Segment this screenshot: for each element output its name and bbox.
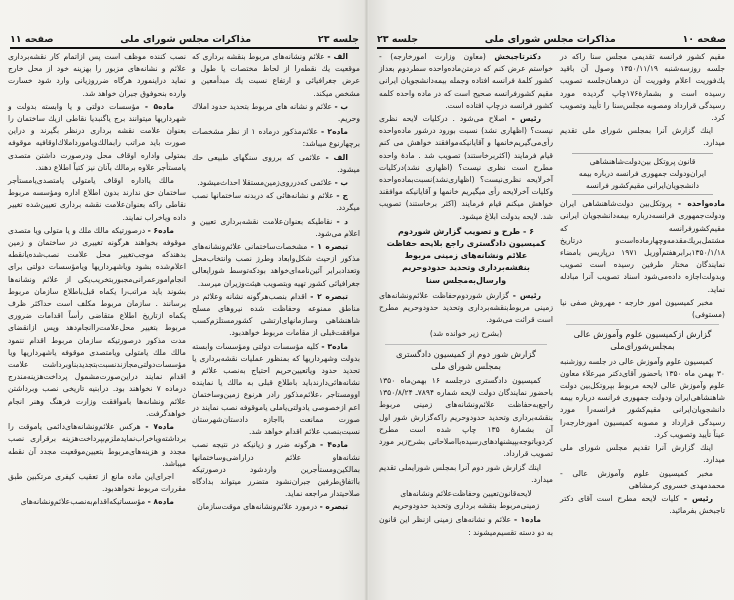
paragraph-lead: ماده‌واحده - — [677, 199, 725, 209]
paragraph — [8, 496, 186, 508]
paragraph — [192, 216, 360, 240]
paragraph — [192, 501, 360, 513]
paragraph — [560, 198, 725, 296]
paragraph — [8, 175, 186, 224]
text-column-right — [192, 51, 360, 515]
paragraph-text: اینك گزارش شور دوم آنرا بمجلس شورایملی تقدیم میدارد. — [379, 462, 553, 484]
paragraph — [560, 468, 725, 492]
paragraph-text: اینك گزارش آنرا بمجلس شورای ملی تقدیم میدارد. — [560, 126, 725, 148]
paragraph-text: علائم ونشانه‌های مربوط بنقشه برداری که موقعیت یك نقطه‌را از لحاظ مختصات یا طول و عرض جغرافیائی و ارتفاع نسبت یك مبدأمعین و مشخص میکند. — [192, 52, 360, 98]
page-header — [10, 31, 359, 49]
paragraph-lead: ماده۴ - — [319, 440, 348, 450]
paragraph — [8, 51, 186, 100]
paragraph — [379, 290, 553, 327]
paragraph-text: مؤسساتیکه‌اقدام‌به‌نصب‌علائم‌ونشانه‌های — [20, 497, 148, 507]
paragraph — [560, 356, 725, 441]
paragraph-text: علائمی که برروی سنگهای طبیعی حك میشود. — [192, 152, 360, 174]
paragraph-text: هرکس علائم‌ونشانه‌های‌دائمی یاموقت را برداشته‌ویاخراب‌نمایدملزم‌بپرداخت‌هزینه برقراری نصب مجدد و هزینه‌های‌مربوط بتعیین‌موقعیت مجدد آن نقطه میباشد. — [8, 422, 186, 468]
paragraph-lead: ب - — [334, 178, 348, 188]
paragraph — [379, 113, 553, 223]
paragraph-text: کلیات لایحه مطرح است آقای دکتر تاجبخش بفرمائید. — [560, 493, 725, 516]
paragraph-text: گزارش شور دوم از کمیسیون دادگستری بمجلس شورای ملی — [395, 348, 536, 371]
paragraph — [385, 488, 547, 512]
paragraph-lead: ماده۱ - — [514, 515, 542, 525]
paragraph-text: قانون پروتکل بین‌دولت‌شاهنشاهی ایران‌ودولت جمهوری فرانسه درباره بیمه دانشجویان‌ایرانی مقیم‌کشور فرانسه — [578, 156, 707, 191]
book-fold — [364, 0, 369, 600]
paragraph — [379, 462, 553, 486]
paragraph — [385, 328, 547, 340]
paragraph — [192, 126, 360, 150]
paragraph — [8, 225, 186, 420]
paragraph-text: کمیسیون دادگستری درجلسه ۱۶ بهمن‌ماه ۱۳۵۰ باحضور نمایندگان دولت لایحه شماره ۷۸۹۴ـ ۱۳۵۰/۸/۲۴ راجع‌به‌حفاظت علائم‌ونشانه‌های زمینی مربوط بنقشه‌برداری وتحدید حدودوحریم راکه‌گزارش شور اول آن بشمارهٔ ۱۳۵ چاپ شده است مطرح کردوباتوجه‌بپیشنهادهای‌رسیده‌بااصلاحاتی بشرح‌زیر مورد تصویب قرارداد. — [379, 376, 553, 459]
paragraph-text: مخبر کمیسیون علوم وآموزش عالی - محمدمهدی خسروی کرمشاهی — [560, 468, 725, 490]
section-heading — [566, 324, 719, 352]
paragraph — [192, 152, 360, 176]
text-column-left — [379, 51, 553, 540]
paragraph-lead: ماده۲ - — [320, 127, 348, 137]
paragraph-lead: دکترتاجبخش — [494, 52, 541, 61]
paragraph-text: لایحه‌قانون‌تعیین وحفاظت‌علائم ونشانه‌های زمینی‌مربوط بنقشه برداری وتحدید حدودوحریم — [392, 488, 540, 511]
paragraph-text: پروتکل‌بین دولت‌شاهنشاهی ایران ودولت‌جمهوری فرانسه‌درباره بیمه‌دانشجویان ایرانی مقیم‌کشورفرانسه که مشتمل‌بریك‌مقدمه‌وچهارماده‌است‌و درتاریخ ۱۳۵۰/۱/۱۸برابرهفتم‌آوریل ۱۹۷۱ درپاریس بامضاء نمایندگان مختار طرفین رسیده است تصویب وبدولت‌اجازه داده‌می‌شود اسناد تصویب آنرا مبادله نماید. — [560, 199, 725, 294]
paragraph-text: نقاطیکه بعنوان‌علامت نقشه‌برداری تعیین و اعلام می‌شود. — [192, 216, 360, 238]
paragraph-text: (معاون وزارت امورخارجه) - خواستم عرض کنم که درمتن‌ماده‌واحده سطردوم بعداز کشور کلمهٔ فرانسه افتاده وجمله بیمه‌دانشجویان ایرانی مقیم کشورفرانسه صحیح است که در ماده واحده کلمه کشور فرانسه درچاپ افتاده است. — [379, 52, 553, 110]
paragraph-text: کمیسیون علوم وآموزش عالی در جلسه روزشنبه ۳۰ بهمن ماه ۱۳۵۰ باحضور آقای‌دکتر میرعلاء معاون علوم وآموزش عالی لایحه مربوط بپروتکل‌بین دولت شاهنشاهی‌ایران ودولت جمهوری فرانسه درباره بیمه دانشجویان‌ایرانی مقیم‌کشور فرانسه‌را مورد رسیدگی قرارداد و مصوبه کمیسیون امورخارجه‌را عیناً تأیید وتصویب کرد. — [560, 356, 725, 439]
section-heading — [383, 226, 549, 287]
paragraph-lead: ماده۳ - — [321, 341, 348, 351]
paragraph-text: مشخصات‌ساختمانی علائم‌ونشانه‌های مذکور ازحیث شکل‌وابعاد وطرز نصب وانتخاب‌محل وتعداد‌برابر آئین‌نامه‌ای‌خواهد بودکه‌توسط شورایعالی جغرافیائی کشور تهیه وبتصویب هیئت‌وزیران میرسد. — [192, 242, 360, 288]
paragraph-text: اینك گزارش آنرا تقدیم مجلس شورای ملی میدارد. — [560, 443, 725, 465]
paragraph-text: مخبر کمیسیون امور خارجه - مهروش صفی نیا (مستوفی) — [560, 297, 725, 320]
text-column-left — [8, 51, 186, 510]
paragraph — [379, 514, 553, 538]
paragraph-lead: ب - — [334, 101, 348, 111]
paragraph-text: علائم و نشانه‌هائی که دربدنه ساختمانها نصب میگردد. — [192, 191, 360, 213]
paragraph — [560, 297, 725, 321]
paragraph-text: (بشرح زیر خوانده شد) — [429, 329, 503, 339]
paragraph-lead: رئیس - — [511, 114, 542, 124]
paragraph-lead: ماده۸ - — [147, 497, 174, 507]
paragraph — [192, 51, 360, 100]
paragraph-lead: تبصره - — [319, 502, 348, 512]
paragraph-text: مؤسسات دولتی و یا وابسته بدولت و شهرداریها میتوانند برج یاگنبدیا نقاطی ازیك ساختمان را بعنوان علامت نقشه برداری درنظر بگیرند و دراین صورت باید مراتب رابمالك‌ویامورد‌املاك‌اوقافیه موقوفه بمتولی واداره اوقاف محل ودرصورت داشتن متصدی یامستأجر علاوه برمالك بآنان نیز کتباً اطلاع دهند. — [8, 101, 186, 172]
paragraph-text: کلیه مؤسسات دولتی ومؤسسات وابسته بدولت وشهرداریها که بمنظور عملیات نقشه‌برداری یا تحدید حدود ویاتعیین‌حریم احتیاج به‌نصب علائم و نشانه‌هائی‌دارند‌باید باطلاع قبلی به مالك یا نماینده اوومستاجر ،علائم‌مذکور رادر هرنوع زمین‌وساختمان اعم ازخصوصی یادولتی‌یاملی یاموقوفه نصب نمایند در صورت ممانعت بااجازه دادستان‌شهرستان نسبت‌بنصب علائم اقدام خواهد شد. — [192, 341, 360, 437]
paragraph-text: نصب کننده موظف است پس ازاتمام کار نقشه‌برداری علائم و نشانه‌های مزبور را بهزینه خود از محل خارج نماید دراینمورد هرگاه ضرروزیانی وارد شود خسارت وارده بنحوفوق جبران خواهد شد. — [8, 52, 186, 98]
paragraph — [8, 101, 186, 174]
paragraph-text: درصورتیکه مالك ملك و یا متولی ویا متصدی موقوفه بخواهند هرگونه تغییری در ساختمان و زمین بدهندکه موجب‌تغییر محل علامت نصب‌شده‌یانقطه اعلام‌شده بشود ویاشهرداریها ویامؤسسات دولتی برای انجام‌امورعمرانی‌مجبور‌بتخریب‌یکی از علائم ونشانه‌ها بشوند باید مراتب‌را یکماه قبل‌باطلاع سازمان مربوط برسانند . سازمان مربوط مکلف است حداکثر ظرف یکماه ازتاریخ اطلاع متقاضی رأساً اقدامات ضروری مربوط بتغییر محل‌علامت‌راانجام‌دهد وپس ازانقضای مدت مذکور درصورتیکه سازمان مربوط اقدام ننمود مالك ملك یامتولی ویامتصدی موقوفه یاشهرداریها ویا مؤسسات‌دولتی‌مجازند‌نسبت‌بتجدید‌بناوبرداشت علامت اقدام نمایند دراین‌صورت‌مشمول پرداخت‌هزینه‌مندرج درماده ۷ نخواهند بود. درابنیه تاریخی نصب وبرداشتن علائم ونشانه‌ها باموافقت وزارت فرهنگ وهنر انجام خواهدگرفت. — [8, 225, 186, 418]
paragraph — [192, 291, 360, 340]
paragraph-text: درمورد علائم‌ونشانه‌های موقت‌سازمان — [197, 502, 320, 512]
publication-title: مذاکرات مجلس شورای ملی — [120, 34, 252, 45]
paragraph-text: علائم و نشانه های مربوط بتحدید حدود املاك وحریم. — [192, 101, 360, 124]
paragraph-lead: ماده۵ - — [144, 101, 175, 111]
paragraph — [379, 51, 553, 112]
session-number: جلسه ۲۳ — [377, 34, 419, 45]
paragraph-lead: د - — [336, 216, 348, 226]
paragraph-lead: ج - — [336, 191, 348, 201]
session-number: جلسه ۲۳ — [317, 34, 359, 45]
paragraph-lead: تبصره ۲ - — [310, 291, 348, 301]
paragraph-lead: ماده۶ - — [147, 225, 174, 235]
paragraph — [8, 471, 186, 495]
paragraph-lead: الف - — [325, 152, 348, 162]
text-column-right — [560, 51, 725, 518]
paragraph-text: اصلاح می‌شود . درکلیات لایحه نظری نیست؟ (اظهاری نشد) نسبت بورود درشور ماده‌واحده رأی‌می‌گیریم‌خانمها و آقایانیکه‌موافقند خواهش می کنم قیام فرمایند (اکثربرخاستند) تصویب شد . مادهٔ واحده مطرح است نظری نیست؟ (اظهاری نشد)درکلیات آخرلایحه نظری‌نیست؟ (اظهاری‌نشد)نسبت‌بماده‌واحده وکلیات آخرلایحه رأی میگیریم خانمها و آقایانیکه موافقند خواهش میکنم قیام فرمایند (اکثر برخاستند) تصویب شد. لایحه بدولت ابلاغ میشود. — [379, 114, 553, 221]
paragraph-lead: ماده۷ - — [145, 422, 174, 432]
paragraph-text: گزارش شوردوم‌حفاظت علائم‌ونشانه‌های زمینی مربوط‌بنقشه‌برداری وتحدید حدودوحریم مطرح است قرائت می‌شود. — [379, 290, 553, 325]
paragraph — [192, 341, 360, 439]
paragraph — [560, 493, 725, 517]
publication-title: مذاکرات مجلس شورای ملی — [484, 34, 616, 45]
paragraph — [572, 153, 713, 196]
page-number: صفحه ۱۱ — [10, 34, 54, 45]
page-number: صفحه ۱۰ — [682, 34, 726, 45]
right-page-10 — [367, 0, 734, 600]
paragraph — [192, 101, 360, 125]
paragraph-text: مالك یااداره اوقاف یامتولی یامتصدی‌یامستأجر ساختمان حق ندارند بدون اطلاع اداره ومؤسسه مربوط نقاطی راکه بعنوان‌علامت نقشه برداری تعیین‌شده تغییر داده ویاخراب نمایند. — [8, 176, 186, 222]
paragraph-text: گزارش ازکمیسیون علوم وآموزش عالی بمجلس‌شورای‌ملی — [573, 329, 712, 352]
paragraph — [8, 421, 186, 470]
paragraph-text: مقیم کشور فرانسه تقدیمی مجلس سنا راکه در جلسه روزسه‌شنبه ۱۳۵۰/۱۱/۱۹ وصول آن باقید یك‌فوریت اعلام وفوریت آن درهمان‌جلسه تصویب رسیده است و بشمارهٔ۱۷۶چاپ گردیده مورد رسیدگی قرارداد ومصوبه مجلس‌سنا را تأیید وتصویب کرد. — [560, 52, 725, 123]
page-header — [377, 31, 726, 49]
paragraph-text: اجرای‌این ماده مانع از تعقیب کیفری مرتکبین طبق مقررات مربوط نخواهدبود. — [8, 471, 186, 494]
paragraph-text: اقدام بنصب‌هرگونه نشانه وعلائم در مناطق ممنوعه وحفاظت شده نیروهای مسلح شاهنشاهی وسازمانهای‌ارتشی کشورمستلزم‌کسب موافقت‌قبلی از مقامات مربوط خواهدبود. — [192, 291, 360, 338]
paragraph — [560, 125, 725, 149]
paragraph-lead: الف - — [327, 52, 348, 61]
paragraph — [379, 375, 553, 460]
paragraph — [192, 190, 360, 214]
paragraph-lead: تبصره ۱ - — [310, 242, 348, 252]
paragraph-text: علائمی که‌درروی‌زمین‌مستقلا احداث‌میشود. — [197, 178, 335, 188]
paragraph-text: ۶ - طرح و تصویب گزارش شوردوم کمیسیون دادگستری راجع بلایحه حفاظت علائم ونشانه‌های زمینی مربوط بنقشه‌برداری وتحدید حدودوحریم وارسال‌به‌مجلس سنا — [386, 226, 546, 285]
paragraph-text: هرگونه ضرر و زیانیکه در نتیجه نصب نشانه‌هاو علائم دراراضی‌وساختمانها بمالکین‌ومستأجرین واردشود درصورتیکه بااتفاق‌طرفین جبران‌نشود متضرر میتواند بدادگاه صلاحیتدار مراجعه نماید. — [192, 440, 360, 499]
paragraph — [192, 439, 360, 500]
paragraph-text: علائم و نشانه‌های زمینی ازنظر این قانون به دو دسته تقسیم‌میشوند : — [379, 515, 553, 537]
paragraph — [192, 241, 360, 290]
paragraph-lead: رئیس - — [683, 493, 713, 503]
paragraph-text: علائم‌مذکور درماده ۱ از نظر مشخصات برچهارنوع میباشد: — [192, 127, 360, 149]
paragraph — [192, 177, 360, 189]
section-heading — [385, 344, 547, 372]
paragraph-lead: رئیس - — [512, 290, 541, 300]
paragraph — [560, 51, 725, 124]
paragraph — [560, 442, 725, 466]
